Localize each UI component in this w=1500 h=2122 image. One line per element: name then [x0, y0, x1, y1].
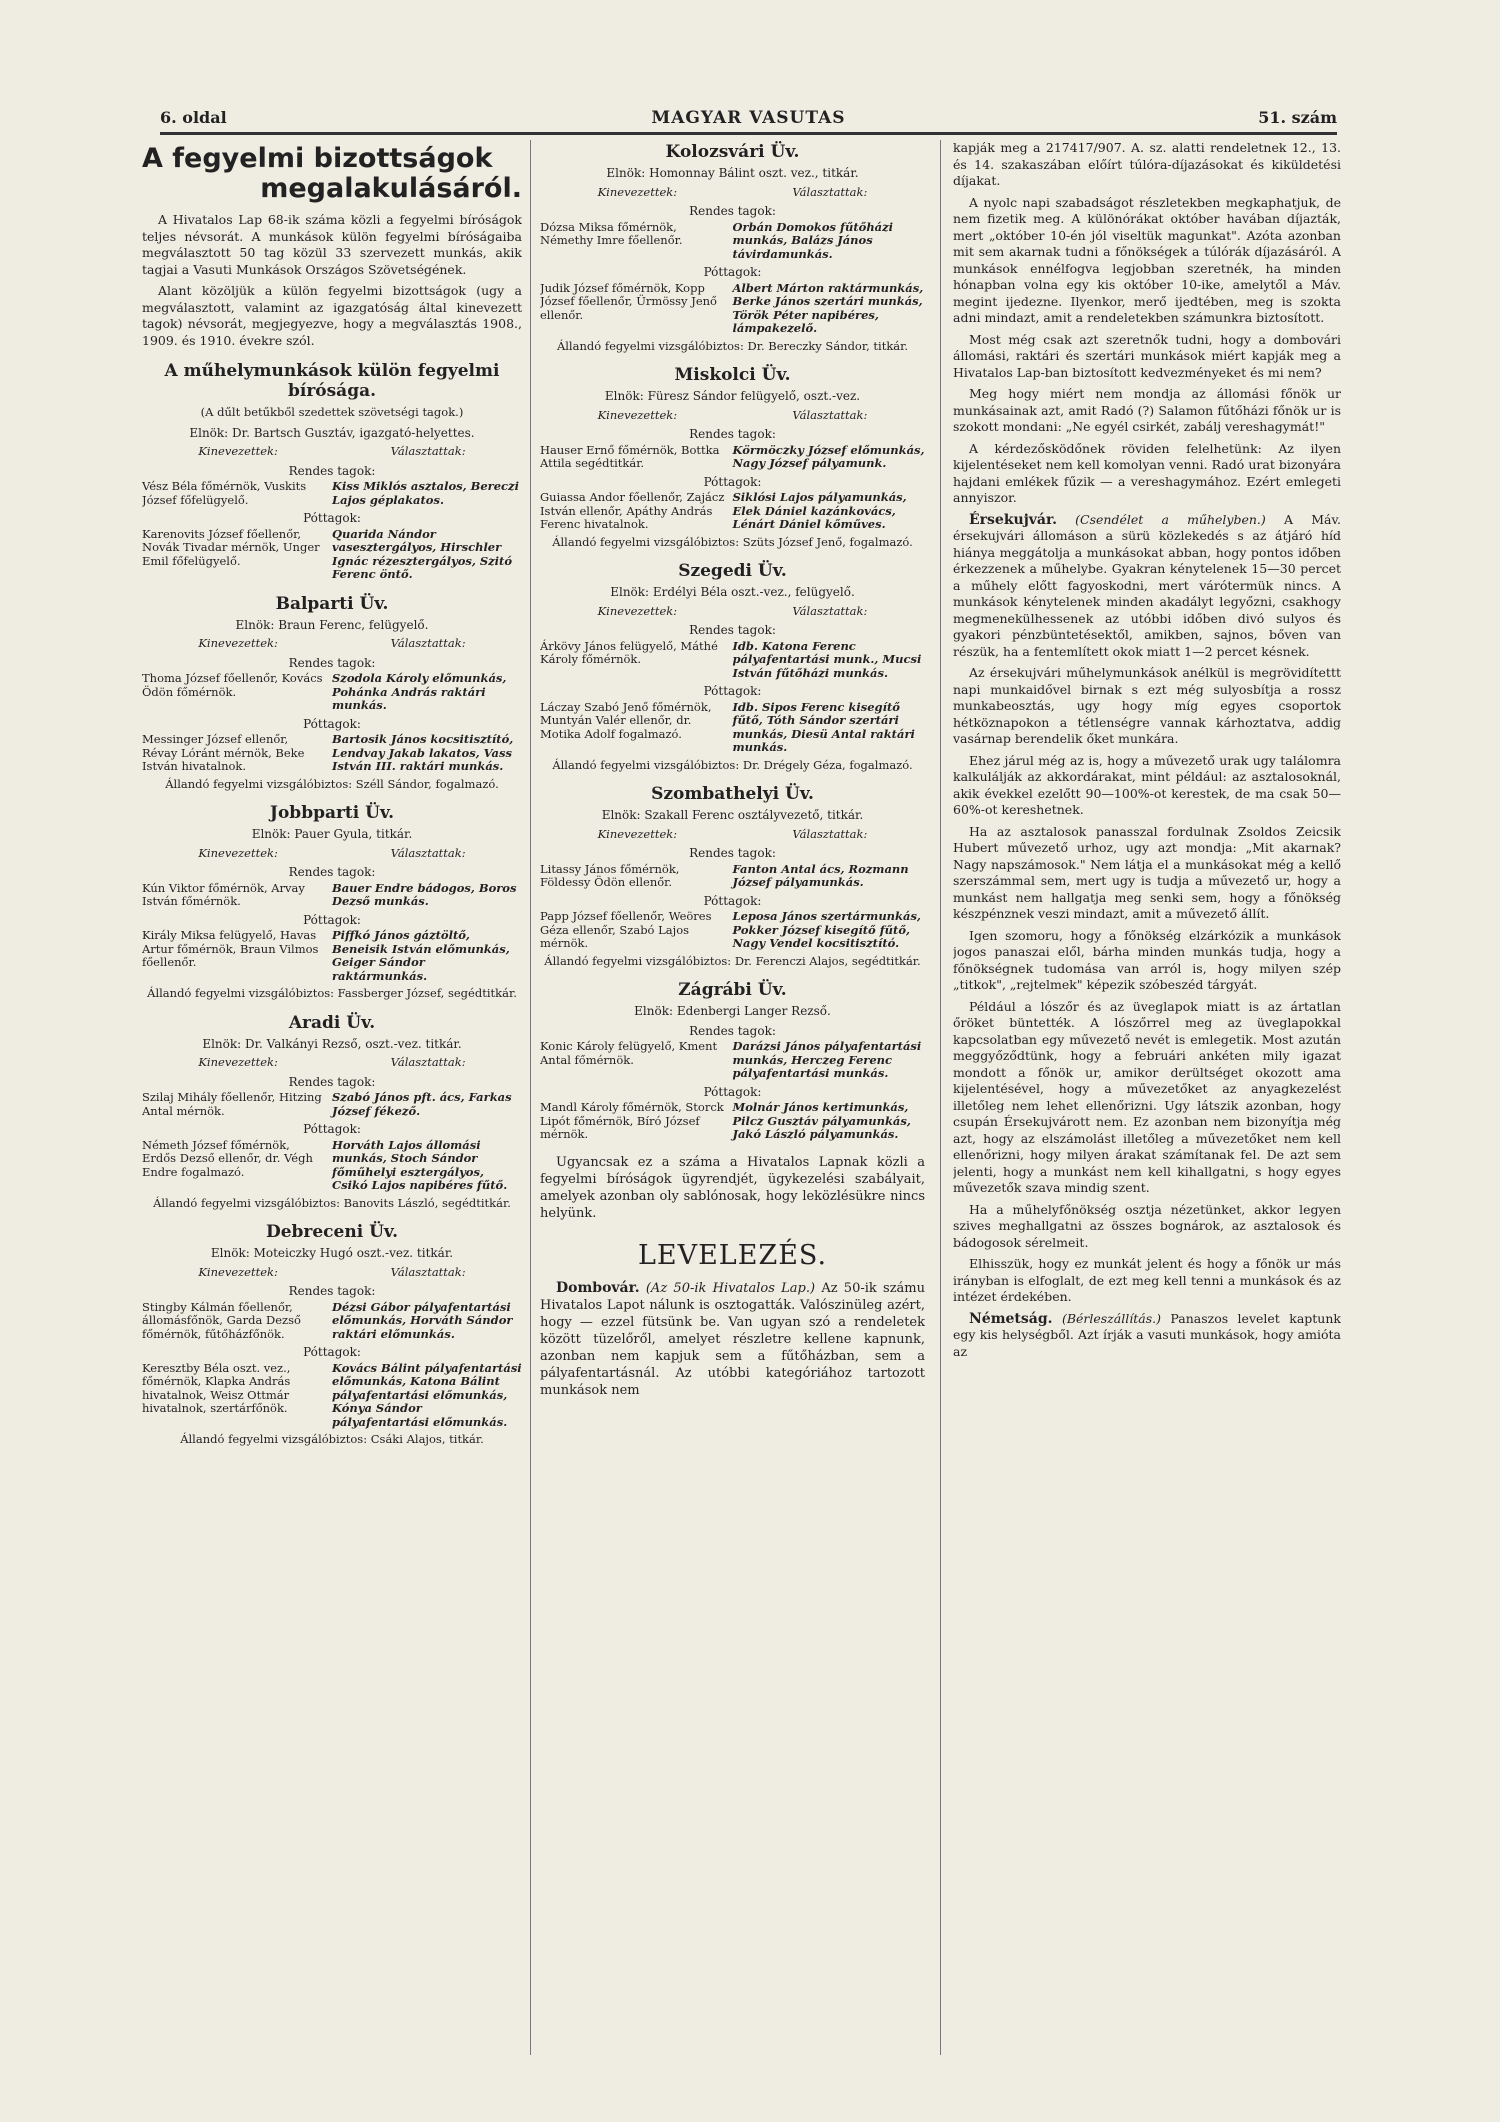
- member-row: [540, 1040, 925, 1081]
- appointed-members: Láczay Szabó Jenő főmérnök, Muntyán Valér ellenőr, dr. Motika Adolf fogalmazó.: [540, 699, 712, 741]
- elected-members: Bauer Endre bádogos, Boros Dezső munkás.: [332, 880, 517, 908]
- chairman: Elnök: Edenbergi Langer Rezső.: [634, 1004, 831, 1018]
- member-row: [540, 1101, 925, 1142]
- elected-label: Választattak:: [792, 826, 868, 841]
- investigator: Állandó fegyelmi vizsgálóbiztos: Dr. Drégely Géza, fogalmazó.: [552, 757, 913, 772]
- appointed-members: Guiassa Andor főellenőr, Zajácz István ellenőr, Apáthy András Ferenc hivatalnok.: [540, 490, 725, 531]
- member-row: [142, 882, 522, 909]
- elected-members: Siklósi Lajos pályamunkás, Elek Dániel kazánkovács, Lénárt Dániel kőműves.: [732, 490, 907, 531]
- regular-members-label: Rendes tagok:: [288, 1284, 376, 1298]
- investigator: Állandó fegyelmi vizsgálóbiztos: Széll Sándor, fogalmazó.: [165, 776, 499, 791]
- member-row: [142, 733, 522, 774]
- section-title: Kolozsvári Üv.: [665, 142, 800, 162]
- letter-subtitle: (Csendélet a műhelyben.): [1075, 511, 1266, 527]
- letter-paragraph: kapják meg a 217417/907. A. sz. alatti rendeletnek 12., 13. és 14. szakaszában előírt túlóra-díjazásokat és kiküldetési díjakat.: [953, 140, 1341, 188]
- chairman: Elnök: Pauer Gyula, titkár.: [251, 827, 413, 841]
- investigator: Állandó fegyelmi vizsgálóbiztos: Dr. Ferenczi Alajos, segédtitkár.: [544, 953, 921, 968]
- section-note: (A dűlt betűkből szedettek szövetségi tagok.): [200, 405, 464, 419]
- investigator: Állandó fegyelmi vizsgálóbiztos: Dr. Bereczky Sándor, titkár.: [556, 338, 909, 353]
- section-title: Balparti Üv.: [275, 593, 389, 614]
- elected-members: Piffkó János gáztöltő, Beneisik István előmunkás, Geiger Sándor raktármunkás.: [332, 928, 510, 983]
- elected-label: Választattak:: [390, 1055, 466, 1069]
- section-title: Miskolci Üv.: [674, 365, 791, 385]
- elected-members: Darázsi János pályafentartási munkás, Herczeg Ferenc pályafentartási munkás.: [732, 1039, 922, 1080]
- elected-members: Szodola Károly előmunkás, Pohánka András raktári munkás.: [332, 671, 507, 712]
- elected-members: Horváth Lajos állomási munkás, Stoch Sándor főműhelyi esztergályos, Csikó Lajos napibéres fűtő.: [332, 1137, 508, 1192]
- correspondence-heading: LEVELEZÉS.: [637, 1239, 828, 1271]
- letter-nemetsag: [953, 1311, 1341, 1361]
- appointed-members: Keresztby Béla oszt. vez., főmérnök, Klapka András hivatalnok, Weisz Ottmár hivatalnok, szertárfőnök.: [142, 1360, 291, 1415]
- elected-members: Idb. Sipos Ferenc kisegítő fűtő, Tóth Sándor szertári munkás, Diesü Antal raktári munkás.: [732, 699, 915, 754]
- regular-members-label: Rendes tagok:: [288, 1074, 376, 1089]
- member-row: [540, 910, 925, 951]
- appointed-members: Árkövy János felügyelő, Máthé Károly főmérnök.: [540, 638, 718, 666]
- chairman: Elnök: Dr. Valkányi Rezső, oszt.-vez. titkár.: [202, 1036, 462, 1051]
- elected-members: Fanton Antal ács, Rozmann József pályamunkás.: [732, 861, 909, 889]
- substitute-members-label: Póttagok:: [303, 912, 361, 927]
- appointed-members: Litassy János főmérnök, Földessy Ödön ellenőr.: [540, 861, 680, 889]
- elected-label: Választattak:: [390, 444, 466, 458]
- member-row: [142, 1301, 522, 1342]
- appointed-label: Kinevezettek:: [597, 184, 678, 199]
- elected-members: Albert Márton raktármunkás, Berke János szertári munkás, Török Péter napibéres, lámpakezelő.: [732, 280, 924, 335]
- appointed-members: Vész Béla főmérnök, Vuskits József főfelügyelő.: [142, 479, 307, 507]
- appointed-members: Thoma József főellenőr, Kovács Ödön főmérnök.: [142, 671, 323, 699]
- appointed-members: Papp József főellenőr, Weöres Géza ellenőr, Szabó Lajos mérnök.: [540, 909, 712, 950]
- letter-dombovar: [540, 1280, 925, 1399]
- letter-place: Érsekujvár.: [969, 511, 1057, 528]
- letter-paragraph: Most még csak azt szeretnők tudni, hogy a dombovári állomási, raktári és szertári munkások miért kapják meg a Hivatalos Lap-ban biztosított kedvezményeket és mi nem?: [953, 331, 1341, 380]
- member-row: [142, 672, 522, 713]
- letter-place: Németság.: [969, 1310, 1053, 1327]
- substitute-members-label: Póttagok:: [703, 265, 762, 279]
- appointed-members: Stingby Kálmán főellenőr, állomásfőnök, Garda Dezső főmérnök, fűtőházfőnök.: [142, 1299, 301, 1341]
- substitute-members-label: Póttagok:: [303, 1345, 361, 1359]
- appointed-members: Kún Viktor főmérnök, Arvay István főmérnök.: [142, 880, 305, 908]
- letter-paragraph: Ha az asztalosok panasszal fordulnak Zsoldos Zeicsik Hubert művezető urhoz, ugy azt mondja: „Mit akarnak? Nagy napszámosok." Nem látja el a munkásokat még a kellő szerszámmal sem, mert ugy is tudja a művezető ur, hogy a munkást nem hallgatja meg senki sem, hogy a főnökség készpénznek veszi mindazt, amit a művezető állít.: [953, 823, 1341, 921]
- letter-ersekujvar: [953, 512, 1341, 661]
- member-row: [540, 640, 925, 681]
- member-row: [540, 444, 925, 471]
- elected-members: Idb. Katona Ferenc pályafentartási munk., Mucsi István fűtőházi munkás.: [732, 638, 922, 680]
- member-row: [540, 221, 925, 262]
- elected-label: Választattak:: [792, 603, 868, 618]
- investigator: Állandó fegyelmi vizsgálóbiztos: Csáki Alajos, titkár.: [180, 1432, 484, 1446]
- newspaper-title: MAGYAR VASUTAS: [651, 108, 846, 128]
- regular-members-label: Rendes tagok:: [689, 623, 776, 637]
- section-title: Zágrábi Üv.: [678, 980, 787, 1000]
- article-paragraph: A Hivatalos Lap 68-ik száma közli a fegyelmi bíróságok teljes névsorát. A munkások külön fegyelmi bíróságaiba megválasztott 50 tag közül 33 szervezett munkás, akik tagjai a Vasuti Munkások Országos Szövetségének.: [142, 212, 522, 277]
- letter-text: A Máv. érsekujvári állomáson a sürü közlekedés s az átjáró híd hiánya meggátolja a munkásokat abban, hogy pontos időben érkezzenek a műhelybe. Gyakran kénytelenek 15—30 percet a műhely előtt fagyoskodni, mert várótermük nincs. A munkások kénytelenek minden akadályt legyőzni, csakhogy megmenekülhessenek az utóbbi időben divó sulyos és gyakori pénzbüntetésektől, amikben, sajnos, bőven van részük, ha a fentemlített okok miatt 1—2 percet késnek.: [953, 511, 1341, 659]
- chairman: Elnök: Moteiczky Hugó oszt.-vez. titkár.: [210, 1246, 454, 1260]
- regular-members-label: Rendes tagok:: [288, 463, 376, 478]
- elected-members: Szabó János pft. ács, Farkas József fékező.: [332, 1090, 512, 1118]
- letter-place: Dombovár.: [556, 1280, 640, 1296]
- appointed-members: Király Miksa felügyelő, Havas Artur főmérnök, Braun Vilmos főellenőr.: [142, 928, 319, 969]
- appointed-members: Hauser Ernő főmérnök, Bottka Attila segédtitkár.: [540, 442, 720, 470]
- elected-members: Dézsi Gábor pályafentartási előmunkás, Horváth Sándor raktári előmunkás.: [332, 1299, 513, 1341]
- member-row: [142, 1139, 522, 1193]
- regular-members-label: Rendes tagok:: [689, 1023, 776, 1038]
- letter-paragraph: Ha a műhelyfőnökség osztja nézetünket, akkor legyen szives meghallgatni az összes bognárok, az asztalosok és bádogosok sérelmeit.: [953, 1201, 1341, 1250]
- elected-label: Választattak:: [390, 845, 466, 860]
- elected-label: Választattak:: [792, 407, 868, 422]
- member-row: [540, 282, 925, 336]
- regular-members-label: Rendes tagok:: [288, 865, 376, 879]
- letter-subtitle: (Az 50-ik Hivatalos Lap.): [645, 1281, 816, 1296]
- letter-paragraph: Az érsekujvári műhelymunkások anélkül is megrövidítettt napi munkaidővel birnak s ezt még sulyosbítja a rossz munkabeosztás, ugy hogy míg egyes csoportok hétköznapokon a tétlenségre vannak kárhoztatva, addig vasárnap berendelik őket munkára.: [953, 665, 1341, 746]
- appointed-members: Dózsa Miksa főmérnök, Némethy Imre főellenőr.: [540, 219, 683, 247]
- elected-label: Választattak:: [792, 184, 868, 199]
- elected-members: Quarida Nándor vasesztergályos, Hirschler Ignác rézesztergályos, Szitó Ferenc öntő.: [332, 526, 513, 581]
- chairman: Elnök: Homonnay Bálint oszt. vez., titkár.: [606, 166, 859, 180]
- appointed-members: Mandl Károly főmérnök, Storck Lipót főmérnök, Bíró József mérnök.: [540, 1100, 724, 1141]
- elected-members: Kiss Miklós asztalos, Bereczi Lajos géplakatos.: [332, 479, 519, 507]
- elected-label: Választattak:: [390, 1264, 466, 1279]
- elected-members: Molnár János kertimunkás, Pilcz Gusztáv pályamunkás, Jakó László pályamunkás.: [732, 1100, 911, 1141]
- substitute-members-label: Póttagok:: [703, 1084, 762, 1099]
- appointed-label: Kinevezettek:: [198, 1055, 278, 1069]
- elected-members: Bartosik János kocsitisztító, Lendvay Jakab lakatos, Vass István III. raktári munkás.: [332, 732, 514, 773]
- column-divider: [530, 140, 531, 2055]
- chairman: Elnök: Braun Ferenc, felügyelő.: [235, 617, 429, 632]
- regular-members-label: Rendes tagok:: [689, 427, 776, 441]
- letter-paragraph: A nyolc napi szabadságot részletekben megkaphatjuk, de nem fizetik meg. A különórákat október havában díjazták, mert „október 10-én jól viseltük magunkat". Azóta azonban mit sem akarnak tudni a főnökségek a túlórák díjazásáról. A munkások ennélfogva legjobban szeretnék, ha minden hónapban volna egy kis október 10-ike, amelytől a Máv. megint ijedezne. Ilyenkor, merő ijedtében, meg is szokta adni mindazt, amit a rendeletekben számunkra biztosított.: [953, 194, 1341, 325]
- letter-paragraph: Ehez járul még az is, hogy a művezető urak ugy találomra kalkulálják az akkordárakat, mint például: az asztalosoknál, akik évekkel ezelőtt 90—100%-ot kerestek, de ma csak 50—60%-ot kereshetnek.: [953, 752, 1341, 817]
- regular-members-label: Rendes tagok:: [689, 846, 776, 860]
- appointed-members: Karenovits József főellenőr, Novák Tivadar mérnök, Unger Emil főfelügyelő.: [142, 526, 320, 568]
- investigator: Állandó fegyelmi vizsgálóbiztos: Szüts József Jenő, fogalmazó.: [552, 534, 913, 549]
- member-row: [142, 1091, 522, 1118]
- appointed-members: Szilaj Mihály főellenőr, Hitzing Antal mérnök.: [142, 1090, 322, 1118]
- member-row: [142, 528, 522, 582]
- chairman: Elnök: Erdélyi Béla oszt.-vez., felügyelő.: [610, 585, 855, 599]
- appointed-members: Konic Károly felügyelő, Kment Antal főmérnök.: [540, 1039, 718, 1067]
- column-3: [953, 140, 1341, 2090]
- appointed-members: Messinger József ellenőr, Révay Lóránt mérnök, Beke István hivatalnok.: [142, 732, 305, 773]
- letter-paragraph: Például a lószőr és az üveglapok miatt is az ártatlan őröket büntették. A lószőrrel meg az üveglapokkal kapcsolatban egy művezető nevét is emlegetik. Most azután meggyőződtünk, hogy a februári ankéten mily igazat mondott a főnök ur, amikor derültséget okozott ama kijelentésével, hogy a művezetőket az anyagkezelést illetőleg nem lehet ellenőrizni. Ugy látszik azonban, hogy csupán Érsekujvárott nem. Ez azonban nem bizonyítja még azt, hogy az elszámolást illetőleg a művezetőket nem kell ellenőrizni, hogy milyen árakat számítanak fel. De azt sem jelenti, hogy a munkást nem kell kihallgatni, s hogy egyes művezetők szava mindig szent.: [953, 998, 1341, 1195]
- member-row: [142, 480, 522, 507]
- article-paragraph: Alant közöljük a külön fegyelmi bizottságok (ugy a megválasztott, valamint az igazgatóság által kinevezett tagok) névsorát, megjegyezve, hogy a megválasztás 1908., 1909. és 1910. évekre szól.: [142, 283, 522, 348]
- elected-members: Orbán Domokos fűtőházi munkás, Balázs János távirdamunkás.: [732, 219, 894, 261]
- section-title: Szombathelyi Üv.: [651, 784, 814, 804]
- substitute-members-label: Póttagok:: [303, 1122, 361, 1136]
- letter-paragraph: Meg hogy miért nem mondja az állomási főnök ur munkásainak azt, amit Radó (?) Salamon fűtőházi főnök ur is szokott mondani: „Ne egyél csirkét, zabálj vereshagymát!": [953, 386, 1341, 434]
- column-divider: [940, 140, 941, 2055]
- member-row: [540, 491, 925, 532]
- section-title: Aradi Üv.: [288, 1012, 376, 1033]
- article-title-line2: megalakulásáról.: [260, 173, 522, 204]
- member-row: [142, 1362, 522, 1430]
- substitute-members-label: Póttagok:: [703, 684, 762, 698]
- appointed-label: Kinevezettek:: [198, 636, 278, 650]
- issue-number: 51. szám: [1258, 108, 1337, 127]
- investigator: Állandó fegyelmi vizsgálóbiztos: Fassberger József, segédtitkár.: [147, 986, 517, 1000]
- substitute-members-label: Póttagok:: [703, 893, 762, 908]
- member-row: [540, 701, 925, 755]
- appointed-label: Kinevezettek:: [198, 1264, 278, 1279]
- page-number: 6. oldal: [160, 108, 227, 127]
- closing-paragraph: Ugyancsak ez a száma a Hivatalos Lapnak közli a fegyelmi bíróságok ügyrendjét, ügykezelési szabályait, amelyek azonban oly sablónosak, hogy leközlésükre nincs helyünk.: [540, 1154, 925, 1221]
- substitute-members-label: Póttagok:: [703, 474, 762, 489]
- section-title: A műhelymunkások külön fegyelmi bírósága.: [164, 361, 500, 401]
- chairman: Elnök: Szakall Ferenc osztályvezető, titkár.: [601, 808, 864, 822]
- appointed-members: Németh József főmérnök, Erdős Dezső ellenőr, dr. Végh Endre fogalmazó.: [142, 1137, 313, 1179]
- article-title: [142, 144, 522, 204]
- appointed-members: Judik József főmérnök, Kopp József főellenőr, Ürmössy Jenő ellenőr.: [540, 280, 717, 322]
- section-title: Jobbparti Üv.: [269, 803, 395, 823]
- regular-members-label: Rendes tagok:: [288, 655, 376, 670]
- letter-paragraph: Elhisszük, hogy ez munkát jelent és hogy a főnök ur más irányban is elfoglalt, de ezt meg kell tenni a munkások és az intézet érdekében.: [953, 1256, 1341, 1304]
- section-title: Debreceni Üv.: [265, 1222, 399, 1242]
- letter-paragraph: Igen szomoru, hogy a főnökség elzárkózik a munkások jogos panaszai elől, bárha minden munkás tudja, hogy a főnökségnek tudomása van arról is, hogy milyen szép „titkok", „rejtelmek" képezik szóbeszéd tárgyát.: [953, 927, 1341, 992]
- member-row: [142, 929, 522, 983]
- section-title: Szegedi Üv.: [678, 561, 787, 581]
- substitute-members-label: Póttagok:: [303, 511, 361, 525]
- letter-text: Panaszos levelet kaptunk egy kis helységből. Azt írják a vasuti munkások, hogy amióta az: [953, 1310, 1341, 1359]
- letter-text: Az 50-ik számu Hivatalos Lapot nálunk is osztogatták. Valószinüleg azért, hogy — ezzel fütsünk be. Van ugyan szó a rendeletek között tüzelőről, amelyet részletre kellene kapnunk, azonban nem kapjuk sem a fűtőházban, sem a pályafentartásnál. Az utóbbi kategóriához tartozott munkások nem: [540, 1281, 925, 1398]
- appointed-label: Kinevezettek:: [198, 845, 278, 860]
- appointed-label: Kinevezettek:: [198, 444, 278, 458]
- letter-subtitle: (Bérleszállítás.): [1061, 1310, 1161, 1326]
- letter-paragraph: A kérdezősködőnek röviden felelhetünk: Az ilyen kijelentéseket nem kell komolyan venni. Radó urat bizonyára hajdani emlékek fűzik — a vereshagymához. Ezért emlegeti annyiszor.: [953, 440, 1341, 505]
- substitute-members-label: Póttagok:: [303, 716, 361, 731]
- appointed-label: Kinevezettek:: [597, 603, 678, 618]
- elected-label: Választattak:: [390, 636, 466, 650]
- elected-members: Kovács Bálint pályafentartási előmunkás, Katona Bálint pályafentartási előmunkás, Kónya Sándor pályafentartási előmunkás.: [332, 1360, 522, 1429]
- member-row: [540, 863, 925, 890]
- appointed-label: Kinevezettek:: [597, 407, 678, 422]
- investigator: Állandó fegyelmi vizsgálóbiztos: Banovits László, segédtitkár.: [153, 1195, 511, 1210]
- elected-members: Leposa János szertármunkás, Pokker József kisegítő fűtő, Nagy Vendel kocsitisztító.: [732, 909, 921, 950]
- article-title-line1: A fegyelmi bizottságok: [142, 143, 493, 174]
- column-1: [142, 140, 522, 2090]
- regular-members-label: Rendes tagok:: [689, 204, 776, 218]
- chairman: Elnök: Dr. Bartsch Gusztáv, igazgató-helyettes.: [189, 425, 475, 440]
- header-rule: [160, 132, 1337, 135]
- appointed-label: Kinevezettek:: [597, 826, 678, 841]
- chairman: Elnök: Füresz Sándor felügyelő, oszt.-vez.: [604, 389, 861, 403]
- elected-members: Körmöczky József előmunkás, Nagy József pályamunk.: [732, 442, 925, 470]
- column-2: [540, 140, 925, 2090]
